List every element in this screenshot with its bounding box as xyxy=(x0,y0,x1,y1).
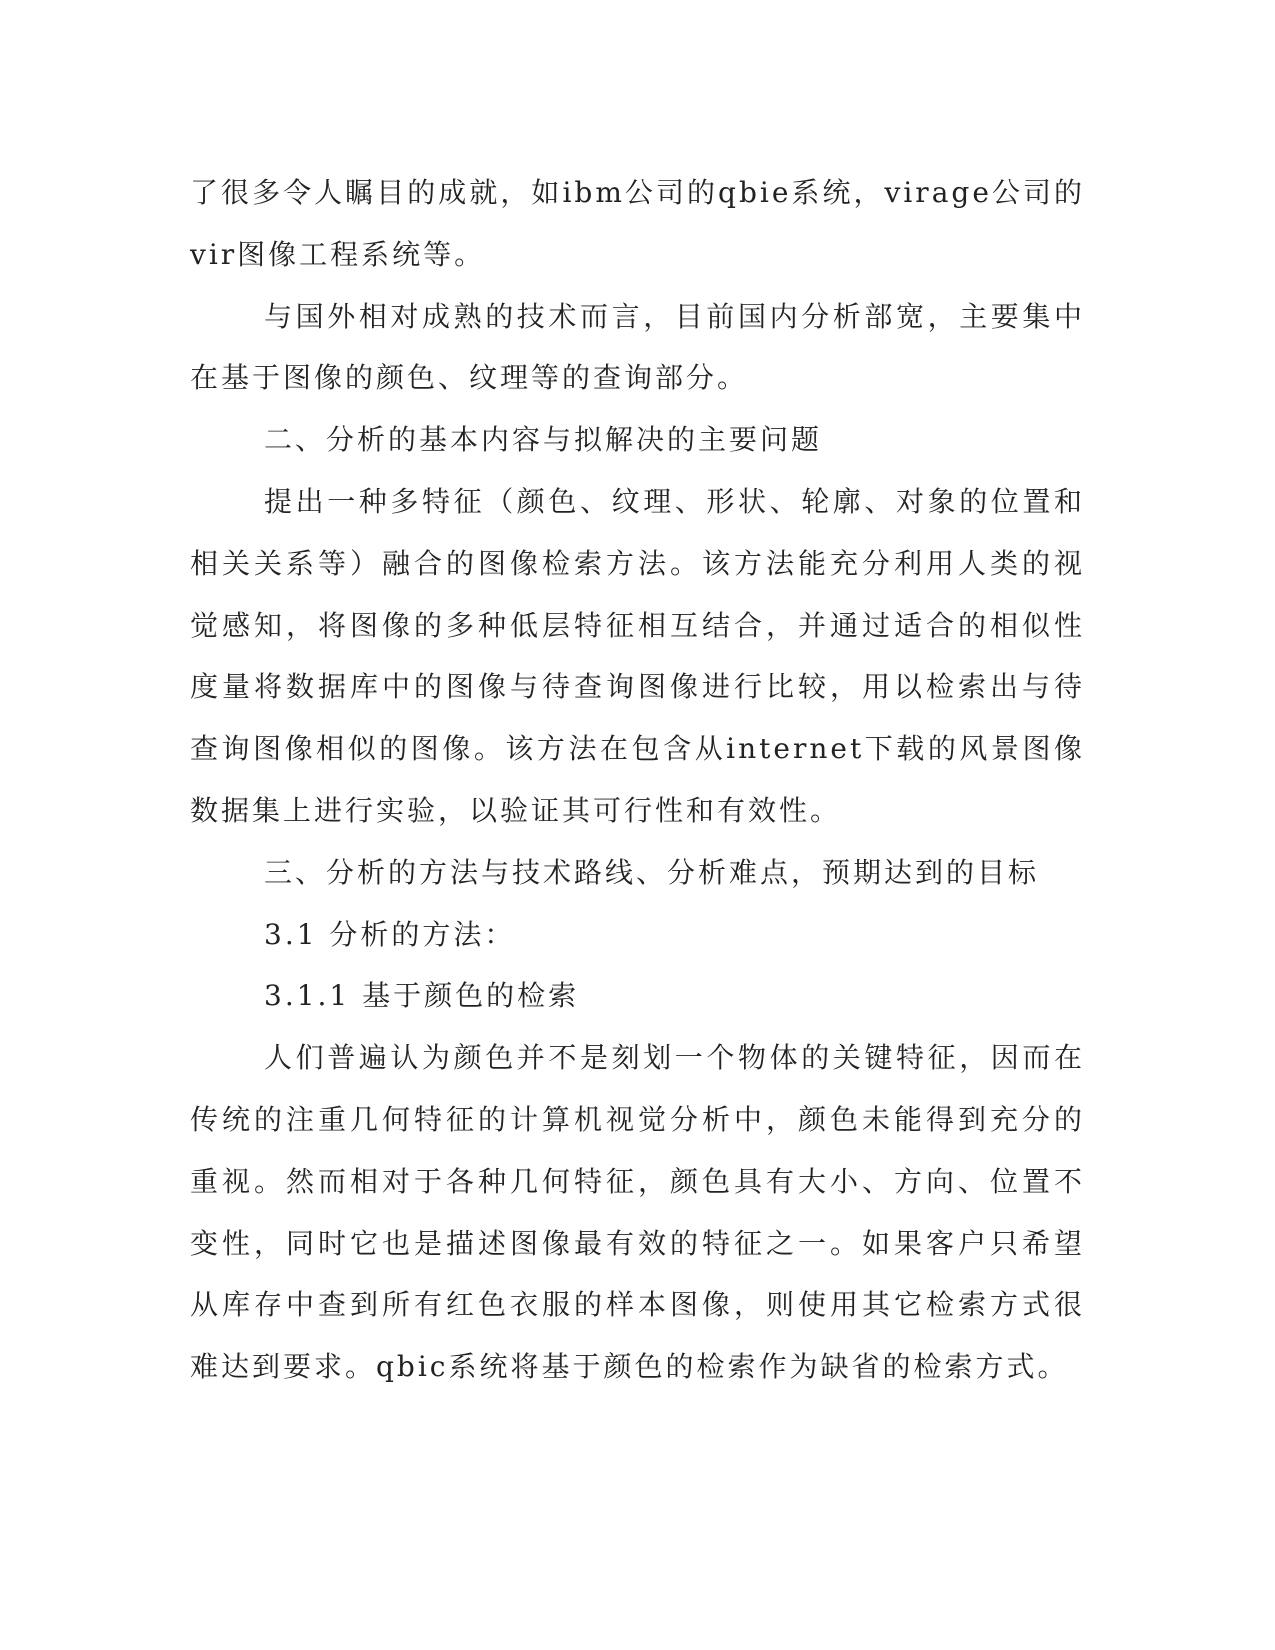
subsection-heading-3-1: 3.1 分析的方法： xyxy=(264,917,516,951)
paragraph-color-retrieval: 人们普遍认为颜色并不是刻划一个物体的关键特征，因而在传统的注重几何特征的计算机视觉分析中，颜色未能得到充分的重视。然而相对于各种几何特征，颜色具有大小、方向、位置不变性，同时它也是描述图像最有效的特征之一。如果客户只希望从库存中查到所有红色衣服的样本图像，则使用其它检索方式很难达到要求。qbic系统将基于颜色的检索作为缺省的检索方式。 xyxy=(190,1041,1085,1384)
document-body xyxy=(190,162,1085,1398)
paragraph-continuation: 了很多令人瞩目的成就，如ibm公司的qbie系统，virage公司的vir图像工程系统等。 xyxy=(190,176,1085,271)
paragraph-domestic-research: 与国外相对成熟的技术而言，目前国内分析部宽，主要集中在基于图像的颜色、纹理等的查询部分。 xyxy=(190,299,1085,395)
subsection-heading-3-1-1: 3.1.1 基于颜色的检索 xyxy=(264,979,580,1013)
section-heading-2: 二、分析的基本内容与拟解决的主要问题 xyxy=(264,423,823,457)
paragraph-method-proposal: 提出一种多特征（颜色、纹理、形状、轮廓、对象的位置和相关关系等）融合的图像检索方法。该方法能充分利用人类的视觉感知，将图像的多种低层特征相互结合，并通过适合的相似性度量将数据库中的图像与待查询图像进行比较，用以检索出与待查询图像相似的图像。该方法在包含从internet下载的风景图像数据集上进行实验，以验证其可行性和有效性。 xyxy=(190,484,1085,827)
section-heading-3: 三、分析的方法与技术路线、分析难点，预期达到的目标 xyxy=(264,855,1040,889)
